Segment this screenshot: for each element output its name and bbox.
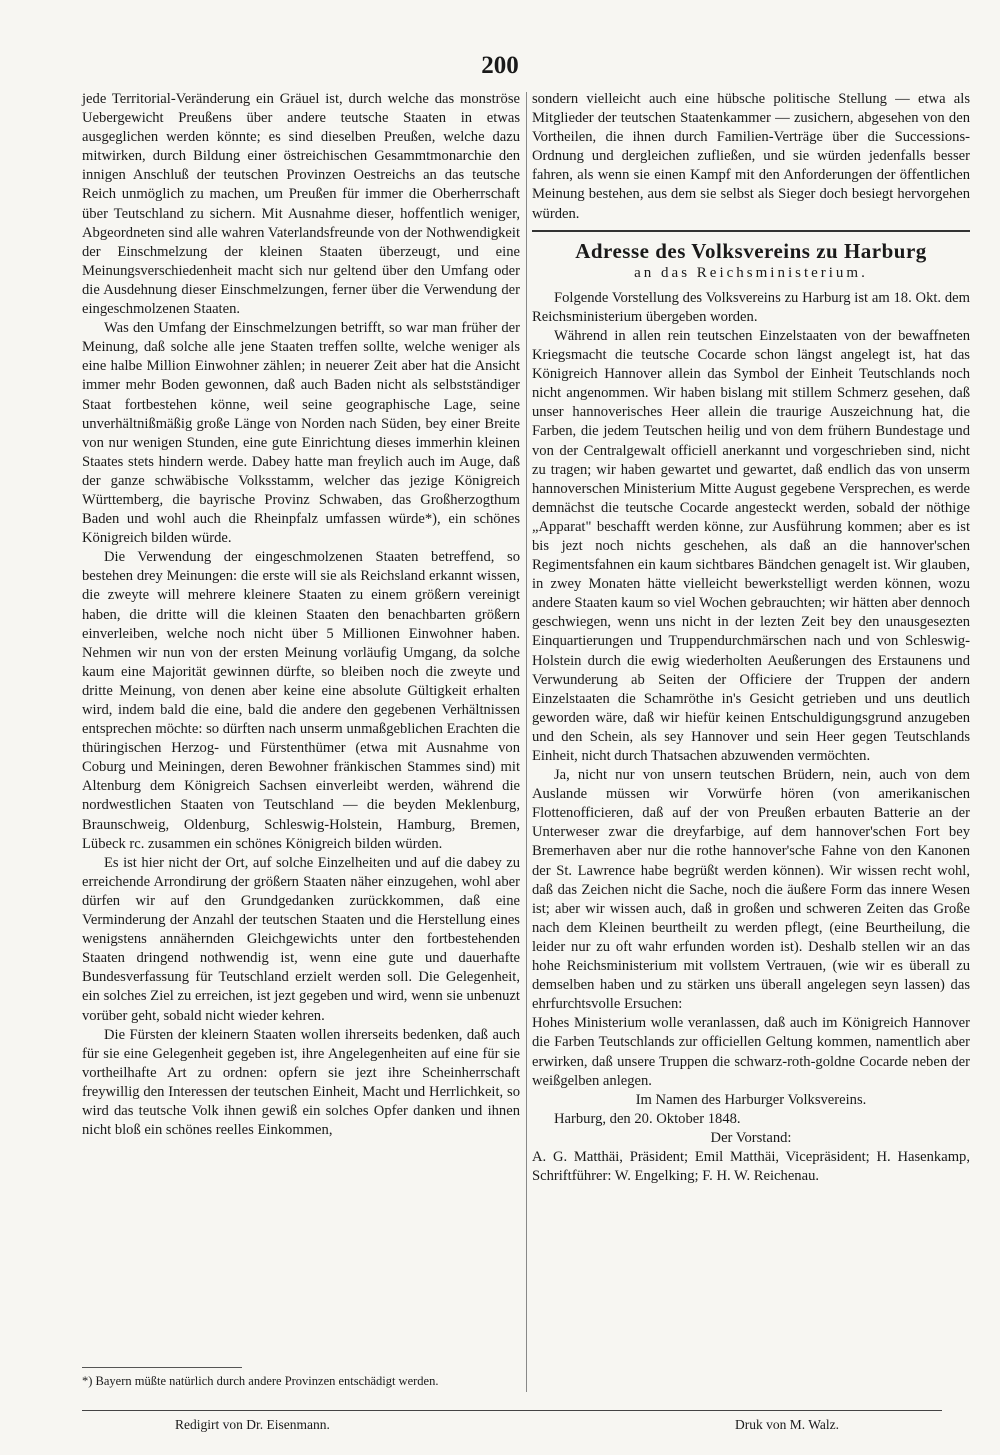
footnote: *) Bayern müßte natürlich durch andere Provinzen entschädigt werden.: [82, 1374, 439, 1388]
signatories: A. G. Matthäi, Präsident; Emil Matthäi, Vicepräsident; H. Hasenkamp, Schriftführer: W. Engelking; F. H. W. Reichenau.: [532, 1148, 970, 1185]
left-paragraph-2: Was den Umfang der Einschmelzungen betrifft, so war man früher der Meinung, daß solche alle jene Staaten treffen sollte, welche weniger als eine halbe Million Einwohner zählen; in neuerer Zeit aber hat die Ansicht immer mehr Boden gewonnen, daß auch Baden nicht als selbstständiger Staat fortbestehen könne, weil seine geographische Lage, seine unverhältnißmäßig große Länge von Norden nach Süden, bey einer Breite von nur wenigen Stunden, eine gute Einrichtung dieses immerhin kleinen Staates stets hindern werde. Dabey hatte man freylich auch im Auge, daß der ganze schwäbische Volksstamm, welcher das jezige Königreich Württemberg, die bayrische Provinz Schwaben, das Großherzogthum Baden und wohl auch die Rheinpfalz umfassen würde*), ein schönes Königreich bilden würde.: [82, 320, 520, 547]
footnote-rule: [82, 1367, 242, 1368]
left-paragraph-4: Es ist hier nicht der Ort, auf solche Einzelheiten und auf die dabey zu erreichende Arrondirung der größern Staaten näher einzugehen, wohl aber dürfen wir auf den Grundgedanken zurückkommen, daß eine Verminderung der Anzahl der teutschen Staaten und die Herstellung eines wenigstens annähernden Gleichgewichts unter den fortbestehenden Staaten dringend nothwendig ist, wenn eine gute und dauerhafte Bundesverfassung für Teutschland erzielt werden soll. Die Gelegenheit, ein solches Ziel zu erreichen, ist jezt gegeben und wird, wenn sie unbenuzt vorüber geht, sobald nicht wieder kehren.: [82, 854, 520, 1024]
signoff-line: Im Namen des Harburger Volksvereins.: [635, 1091, 867, 1108]
right-continuation-paragraph: sondern vielleicht auch eine hübsche politische Stellung — etwa als Mitglieder der teutschen Staatenkammer — zusichern, abgesehen von den Vortheilen, die ihnen durch Familien-Verträge über die Successions-Ordnung und dergleichen zufließen, und sie würden jedenfalls besser fahren, als wenn sie einen Kampf mit den Anforderungen der öffentlichen Meinung bestehen, aus dem sie selbst als Sieger doch besiegt hervorgehen würden.: [532, 91, 970, 222]
left-column: [82, 90, 520, 1140]
column-divider: [526, 92, 527, 1392]
article-subheading: an das Reichsministerium.: [634, 264, 868, 281]
page-number: 200: [481, 52, 519, 79]
place-date: Harburg, den 20. Oktober 1848.: [554, 1110, 741, 1127]
left-paragraph-3: Die Verwendung der eingeschmolzenen Staaten betreffend, so bestehen drey Meinungen: die erste will sie als Reichsland erkannt wissen, die zweyte will mehrere kleinere Staaten zu einem größern vereinigt haben, die dritte will die kleinen Staaten den benachbarten größern einverleiben, welche noch nicht über 5 Millionen Einwohner haben. Nehmen wir nun von der ersten Meinung vorläufig Umgang, da solche kaum eine Majorität gewinnen dürfte, so bleiben noch die zweyte und dritte Meinung, von denen aber keine eine absolute Gültigkeit erhalten wird, indem bald die eine, bald die andere den gegebenen Verhältnissen entsprechen möchte: so dürften nach unserm unmaßgeblichen Erachten die thüringischen Herzog- und Fürstenthümer (etwa mit Ausnahme von Coburg und Meiningen, deren Bewohner fränkischen Stammes sind) mit Altenburg dem Königreich Sachsen einverleibt werden, während die nordwestlichen Staaten von Teutschland — die beyden Meklenburg, Braunschweig, Oldenburg, Schleswig-Holstein, Hamburg, Bremen, Lübeck rc. zusammen ein schönes Königreich bilden würden.: [82, 549, 520, 852]
article-heading: Adresse des Volksvereins zu Harburg: [575, 238, 927, 263]
article-paragraph-3: Ja, nicht nur von unsern teutschen Brüdern, nein, auch von dem Auslande müssen wir Vorwürfe hören (von amerikanischen Flottenofficieren, daß auf der von Preußen erbauten Batterie an der Unterweser zwar die dreyfarbige, auf dem hannover'schen Fort bey Bremerhaven aber nur die rothe hannover'sche Fahne von den Kanonen der St. Lawrence habe begrüßt werden können). Wir wissen recht wohl, daß das Zeichen nicht die Sache, noch die äußere Form das innere Wesen ist; aber wir wissen auch, daß in großen und schweren Zeiten das Große nach dem Kleinen beurtheilt zu werden pflegt, (eine Beurtheilung, die leider nur zu oft wahr erfunden worden ist). Deshalb stellen wir an das hohe Reichsministerium mit vollstem Vertrauen, (wie wir es überall zu demselben haben und zu stärken uns überall angelegen seyn lassen) das ehrfurchtsvolle Ersuchen:: [532, 767, 970, 1013]
petition-text: Hohes Ministerium wolle veranlassen, daß auch im Königreich Hannover die Farben Teutschlands zur officiellen Geltung kommen, namentlich aber erwirken, daß unsere Truppen die schwarz-roth-goldne Cocarde neben der weißgelben anlegen.: [532, 1015, 970, 1089]
article-separator: [532, 230, 970, 232]
left-paragraph-1: jede Territorial-Veränderung ein Gräuel ist, durch welche das monströse Uebergewicht Preußens über andere teutsche Staaten in etwas ausgeglichen werden könnte; es sind dieselben Preußen, welche dazu mitwirken, durch Bildung einer östreichischen Gesammtmonarchie den innigen Anschluß der teutschen Provinzen Oestreichs an das teutsche Reich unmöglich zu machen, um Preußen für immer die Oberherrschaft über Teutschland zu sichern. Mit Ausnahme dieser, hoffentlich weniger, Abgeordneten sind alle wahren Vaterlandsfreunde von der Nothwendigkeit der Einschmelzung der kleinen Staaten überzeugt, und eine Meinungsverschiedenheit macht sich nur geltend über den Umfang oder die Ausdehnung dieser Einschmelzungen, ferner über die Verwendung der eingeschmolzenen Staaten.: [82, 91, 520, 318]
left-paragraph-5: Die Fürsten der kleinern Staaten wollen ihrerseits bedenken, daß auch für sie eine Gelegenheit gegeben ist, ihre Angelegenheiten auf eine für sie vortheilhafte Art zu ordnen: opfern sie jezt ihre Scheinherrschaft freywillig den Interessen der teutschen Einheit, Macht und Herrlichkeit, so wird das teutsche Volk ihnen gewiß ein solches Opfer danken und ihnen nicht bloß ein schönes reelles Einkommen,: [82, 1026, 520, 1139]
printer-credit: Druk von M. Walz.: [735, 1417, 840, 1432]
editor-credit: Redigirt von Dr. Eisenmann.: [175, 1417, 330, 1432]
footer-rule: [82, 1410, 942, 1411]
right-column: [532, 90, 970, 1186]
board-label: Der Vorstand:: [710, 1129, 792, 1146]
article-paragraph-2: Während in allen rein teutschen Einzelstaaten von der bewaffneten Kriegsmacht die teutsche Cocarde schon längst angelegt ist, hat das Königreich Hannover allein das Symbol der Einheit Teutschlands noch nicht angenommen. Wir haben bislang mit stillem Schmerz gesehen, daß unser hannoverisches Heer allein die traurige Auszeichnung hat, die Farben, die jedem Teutschen heilig und von dem frühern Bundestage und von der Centralgewalt officiell anerkannt und vorgeschrieben sind, nicht zu tragen; wir haben gewartet und gewartet, daß endlich das von unserm hannoverschen Ministerium Mitte August gegebene Versprechen, es werde demnächst die teutsche Cocarde angesteckt werden, sobald der nöthige „Apparat" beschafft werden könne, zur Ausführung kommen; aber es ist bis jezt noch nichts geschehen, als daß an die hannover'schen Regimentsfahnen ein kaum sichtbares Bändchen genagelt ist. Wir glauben, in zwey Monaten hätte vielleicht bewerkstelligt werden können, wozu andere Staaten kaum so viel Wochen gebrauchten; wir hätten aber dennoch geschwiegen, wenn uns nicht in der lezten Zeit bey den unausgesezten Einquartierungen und Truppendurchmärschen nach und von Schleswig-Holstein durch die ewig wiederholten Aeußerungen des Erstaunens und Verwunderung ab Seiten der Officiere der Truppen der andern Einzelstaaten die Schamröthe in's Gesicht getrieben und uns deutlich geworden wäre, daß wir hiefür keinen Entschuldigungsgrund anzugeben und den Schein, als sey Hannover und sein Heer gegen Teutschlands Einheit, nicht durch Thatsachen abzuwenden vermöchten.: [532, 327, 970, 764]
article-paragraph-1: Folgende Vorstellung des Volksvereins zu Harburg ist am 18. Okt. dem Reichsministerium übergeben worden.: [532, 289, 970, 325]
